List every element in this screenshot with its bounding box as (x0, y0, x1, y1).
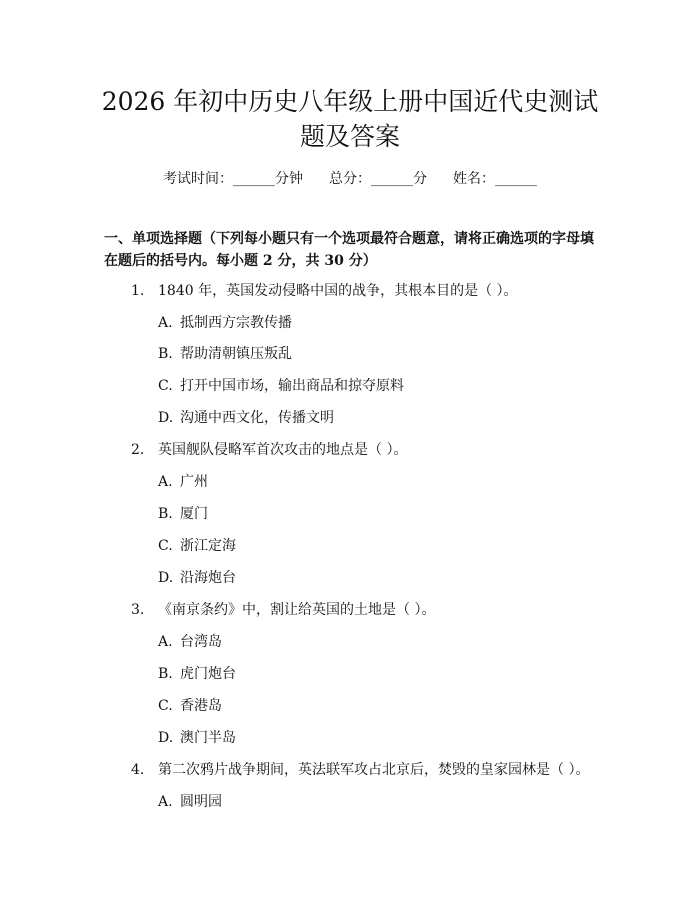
option-letter: A. (158, 634, 173, 650)
document-title-line-2: 题及答案 (299, 122, 400, 151)
question-text: 第二次鸦片战争期间，英法联军攻占北京后，焚毁的皇家园林是（ ）。 (158, 762, 590, 778)
option-letter: C. (158, 698, 173, 714)
option-text: 虎门炮台 (180, 666, 236, 682)
question-3-option-b (158, 664, 236, 684)
question-1-option-d (158, 408, 334, 428)
option-letter: A. (158, 794, 173, 810)
question-number: 3. (131, 602, 145, 618)
option-letter: B. (158, 506, 173, 522)
option-text: 帮助清朝镇压叛乱 (180, 346, 292, 362)
question-3-option-d (158, 728, 236, 748)
question-2-option-c (158, 536, 236, 556)
option-letter: B. (158, 346, 173, 362)
question-number: 1. (131, 283, 145, 299)
question-2-option-a (158, 472, 208, 492)
question-2-option-d (158, 568, 236, 588)
question-3 (131, 600, 435, 620)
option-text: 打开中国市场，输出商品和掠夺原料 (180, 378, 404, 394)
question-3-option-c (158, 696, 222, 716)
question-4 (131, 760, 589, 780)
option-text: 广州 (180, 474, 208, 490)
question-number: 4. (131, 762, 145, 778)
option-text: 厦门 (180, 506, 208, 522)
question-text: 《南京条约》中，割让给英国的土地是（ ）。 (158, 602, 436, 618)
question-1-option-c (158, 376, 404, 396)
question-1-option-b (158, 344, 292, 364)
question-text: 英国舰队侵略军首次攻击的地点是（ ）。 (158, 442, 408, 458)
option-text: 浙江定海 (180, 538, 236, 554)
exam-info-row (0, 168, 700, 188)
question-text: 1840 年，英国发动侵略中国的战争，其根本目的是（ ）。 (158, 283, 518, 299)
section-heading-line-2: 在题后的括号内。每小题 2 分，共 30 分） (104, 253, 377, 269)
option-text: 香港岛 (180, 698, 222, 714)
option-letter: C. (158, 378, 173, 394)
option-letter: A. (158, 315, 173, 331)
question-1 (131, 281, 518, 301)
section-heading-line-1: 一、单项选择题（下列每小题只有一个选项最符合题意，请将正确选项的字母填 (104, 231, 594, 247)
question-2 (131, 440, 407, 460)
student-name-field: 姓名：______ (453, 171, 537, 187)
question-2-option-b (158, 504, 208, 524)
option-text: 沟通中西文化，传播文明 (180, 410, 334, 426)
question-1-option-a (158, 313, 292, 333)
option-text: 澳门半岛 (180, 730, 236, 746)
option-text: 圆明园 (180, 794, 222, 810)
question-4-option-a (158, 792, 222, 812)
option-letter: D. (158, 410, 174, 426)
option-letter: A. (158, 474, 173, 490)
total-score-field: 总分：______分 (329, 171, 427, 187)
option-text: 抵制西方宗教传播 (180, 315, 292, 331)
exam-time-field: 考试时间：______分钟 (163, 171, 303, 187)
option-letter: D. (158, 730, 174, 746)
option-letter: B. (158, 666, 173, 682)
option-letter: D. (158, 570, 174, 586)
question-3-option-a (158, 632, 222, 652)
option-text: 沿海炮台 (180, 570, 236, 586)
option-letter: C. (158, 538, 173, 554)
document-title-line-1: 2026 年初中历史八年级上册中国近代史测试 (101, 87, 599, 116)
question-number: 2. (131, 442, 145, 458)
option-text: 台湾岛 (180, 634, 222, 650)
